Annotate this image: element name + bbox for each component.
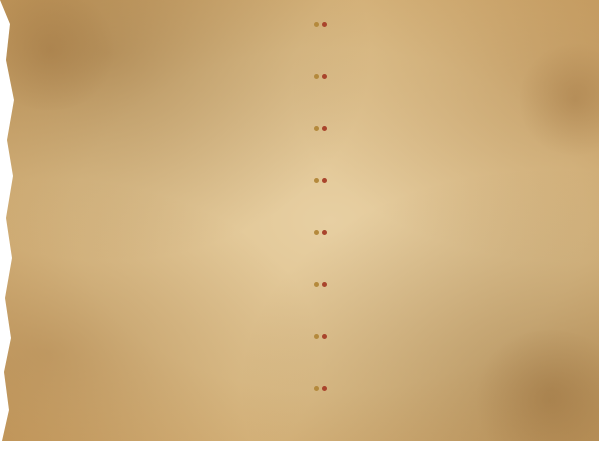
verse-separator-icon	[311, 277, 329, 291]
verse-line	[60, 312, 580, 360]
verse-line	[60, 0, 580, 48]
verse-separator-icon	[311, 381, 329, 395]
verse-line	[60, 52, 580, 100]
verse-line	[60, 156, 580, 204]
verse-line	[60, 208, 580, 256]
verse-separator-icon	[311, 69, 329, 83]
verse-separator-icon	[311, 173, 329, 187]
verse-separator-icon	[311, 17, 329, 31]
verse-separator-icon	[311, 121, 329, 135]
verse-separator-icon	[311, 329, 329, 343]
verse-line	[60, 364, 580, 412]
verse-line	[60, 104, 580, 152]
verse-separator-icon	[311, 225, 329, 239]
verse-line	[60, 260, 580, 308]
